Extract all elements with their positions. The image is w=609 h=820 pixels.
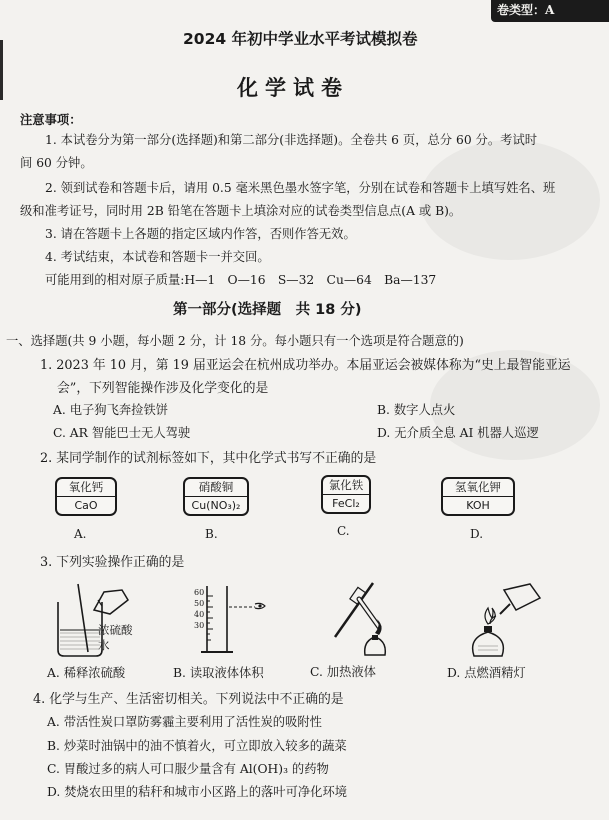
reagent-label: [441, 477, 515, 516]
reagent-name: 硝酸铜: [185, 479, 247, 497]
paper-stain: [420, 140, 600, 260]
q3-option-a: A. 稀释浓硫酸: [47, 666, 126, 680]
notice-heading: 注意事项：: [20, 112, 82, 127]
q3-stem: 3. 下列实验操作正确的是: [40, 555, 185, 570]
q4-option-b: B. 炒菜时油锅中的油不慎着火，可立即放入较多的蔬菜: [47, 739, 347, 753]
q1-stem: 会”，下列智能操作涉及化学变化的是: [57, 381, 269, 396]
atomic-mass-line: 可能用到的相对原子质量:H—1 O—16 S—32 Cu—64 Ba—137: [45, 273, 437, 287]
q1-option-c: C. AR 智能巴士无人驾驶: [53, 426, 191, 440]
notice-line: 4. 考试结束，本试卷和答题卡一并交回。: [45, 250, 270, 264]
reagent-name: 氧化钙: [57, 479, 115, 497]
q4-stem: 4. 化学与生产、生活密切相关。下列说法中不正确的是: [33, 692, 344, 707]
heating-figure: [315, 575, 405, 660]
q2-option-d: D.: [470, 527, 484, 541]
reagent-name: 氯化铁: [323, 477, 369, 495]
q2-option-b: B.: [205, 527, 218, 541]
q1-option-b: B. 数字人点火: [377, 403, 456, 417]
water-label: 水: [98, 638, 110, 652]
notice-line: 2. 领到试卷和答题卡后，请用 0.5 毫米黑色墨水签字笔，分别在试卷和答题卡上填写姓名、班: [45, 181, 556, 195]
alcohol-lamp-figure: [460, 580, 550, 660]
q1-option-d: D. 无介质全息 AI 机器人巡逻: [377, 426, 539, 440]
left-edge-mark: [0, 40, 3, 100]
tick-label: 30: [194, 621, 205, 630]
reagent-name: 氢氧化钾: [443, 479, 513, 497]
part1-title: 第一部分(选择题 共 18 分): [173, 302, 362, 318]
reagent-formula: FeCl₂: [332, 497, 360, 510]
reagent-formula: Cu(NO₃)₂: [191, 499, 241, 512]
subject-title: 化学试卷: [237, 76, 349, 100]
reagent-label: [321, 475, 371, 514]
notice-line: 间 60 分钟。: [20, 156, 93, 170]
q2-option-a: A.: [74, 527, 87, 541]
q1-stem: 1. 2023 年 10 月，第 19 届亚运会在杭州成功举办。本届亚运会被媒体称为“史上最智能亚运: [40, 358, 571, 373]
q4-option-c: C. 胃酸过多的病人可口服少量含有 Al(OH)₃ 的药物: [47, 762, 329, 776]
tick-label: 50: [194, 599, 205, 608]
notice-line: 3. 请在答题卡上各题的指定区域内作答，否则作答无效。: [45, 227, 356, 241]
q1-option-a: A. 电子狗飞奔捡铁饼: [53, 403, 169, 417]
q3-option-d: D. 点燃酒精灯: [447, 666, 526, 680]
section-heading: 一、选择题(共 9 小题，每小题 2 分，计 18 分。每小题只有一个选项是符合题意的): [6, 334, 464, 348]
exam-title: 2024 年初中学业水平考试模拟卷: [183, 30, 418, 48]
tick-label: 60: [194, 588, 205, 597]
q3-option-b: B. 读取液体体积: [173, 666, 264, 680]
paper-type-badge: 卷类型：A: [491, 0, 609, 22]
q2-option-c: C.: [337, 524, 350, 538]
reagent-formula: KOH: [466, 499, 490, 512]
reagent-formula: CaO: [74, 499, 98, 512]
q2-stem: 2. 某同学制作的试剂标签如下，其中化学式书写不正确的是: [40, 451, 377, 466]
notice-line: 级和准考证号，同时用 2B 铅笔在答题卡上填涂对应的试卷类型信息点(A 或 B)。: [20, 204, 462, 218]
reagent-label: [55, 477, 117, 516]
notice-line: 1. 本试卷分为第一部分(选择题)和第二部分(非选择题)。全卷共 6 页，总分 60 分。考试时: [45, 133, 538, 147]
q4-option-d: D. 焚烧农田里的秸秆和城市小区路上的落叶可净化环境: [47, 785, 348, 799]
q3-option-c: C. 加热液体: [310, 665, 376, 679]
q4-option-a: A. 带活性炭口罩防雾霾主要利用了活性炭的吸附性: [47, 715, 322, 729]
reagent-label: [183, 477, 249, 516]
acid-label: 浓硫酸: [98, 623, 133, 637]
tick-label: 40: [194, 610, 205, 619]
